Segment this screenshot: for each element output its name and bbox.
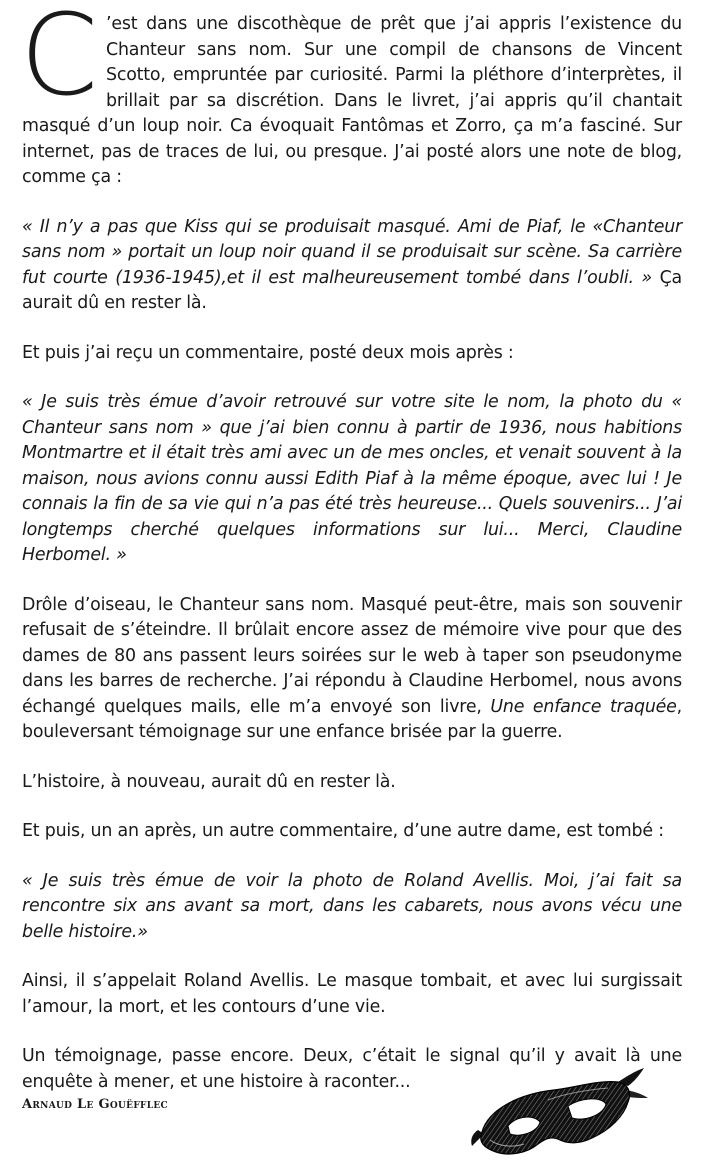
author-signature: Arnaud Le Gouëfflec [22,1097,168,1112]
blog-quote-text: « Il n’y a pas que Kiss qui se produisait masqué. Ami de Piaf, le «Chanteur sans nom » portait un loup noir quand il se produisait sur scène. Sa carrière fut courte (1936-1945),et il est malheureusement tombé dans l’oubli. » [22,216,682,288]
paragraph-first-comment-intro: Et puis j’ai reçu un commentaire, posté deux mois après : [22,342,514,363]
paragraph-intro [20,0,682,191]
paragraph-second-comment-intro: Et puis, un an après, un autre commentaire, d’une autre dame, est tombé : [22,821,664,841]
paragraph-conclusion: Un témoignage, passe encore. Deux, c’était le signal qu’il y avait là une enquête à mener, et une histoire à raconter... [22,1046,682,1092]
paragraph-blog-quote [22,215,682,317]
paragraph-name-revealed: Ainsi, il s’appelait Roland Avellis. Le masque tombait, et avec lui surgissait l’amour, la mort, et les contours d’une vie. [22,971,682,1017]
book-title: Une enfance traquée [490,696,677,717]
drop-cap: C [20,0,99,121]
reflection-text-b: , bouleversant témoignage sur une enfance brisée par la guerre. [22,696,682,742]
paragraph-second-comment-quote: « Je suis très émue de voir la photo de Roland Avellis. Moi, j’ai fait sa rencontre six ans avant sa mort, dans les cabarets, nous avons vécu une belle histoire.» [22,870,682,942]
blog-quote-tail: Ça aurait dû en rester là. [22,267,682,313]
paragraph-first-comment-quote: « Je suis très émue d’avoir retrouvé sur votre site le nom, la photo du « Chanteur sans nom » que j’ai bien connu à partir de 1936, nous habitions Montmartre et il était très ami avec un de mes oncles, et venait souvent à la maison, nous avions connu aussi Edith Piaf à la même époque, avec lui ! Je connais la fin de sa vie qui n’a pas été très heureuse... Quels souvenirs... J’ai longtemps cherché quelques informations sur lui... Merci, Claudine Herbomel. » [22,392,682,565]
paragraph-reflection [22,593,682,746]
article-body [20,0,682,1119]
mask-illustration [468,1060,652,1160]
paragraph-intro-text: ’est dans une discothèque de prêt que j’ai appris l’existence du Chanteur sans nom. Sur une compil de chansons de Vincent Scotto, empruntée par curiosité. Parmi la pléthore d’interprètes, il brillait par sa discrétion. Dans le livret, j’ai appris qu’il chantait masqué d’un loup noir. Ca évoquait Fantômas et Zorro, ça m’a fasciné. Sur internet, pas de traces de lui, ou presque. J’ai posté alors une note de blog, comme ça : [22,14,682,187]
masquerade-mask-icon [468,1060,652,1160]
reflection-text-a: Drôle d’oiseau, le Chanteur sans nom. Masqué peut-être, mais son souvenir refusait de s’éteindre. Il brûlait encore assez de mémoire vive pour que des dames de 80 ans passent leurs soirées sur le web à taper son pseudonyme dans les barres de recherche. J’ai répondu à Claudine Herbomel, nous avons échangé quelques mails, elle m’a envoyé son livre, [22,594,682,717]
paragraph-story-again: L’histoire, à nouveau, aurait dû en rester là. [22,771,396,792]
